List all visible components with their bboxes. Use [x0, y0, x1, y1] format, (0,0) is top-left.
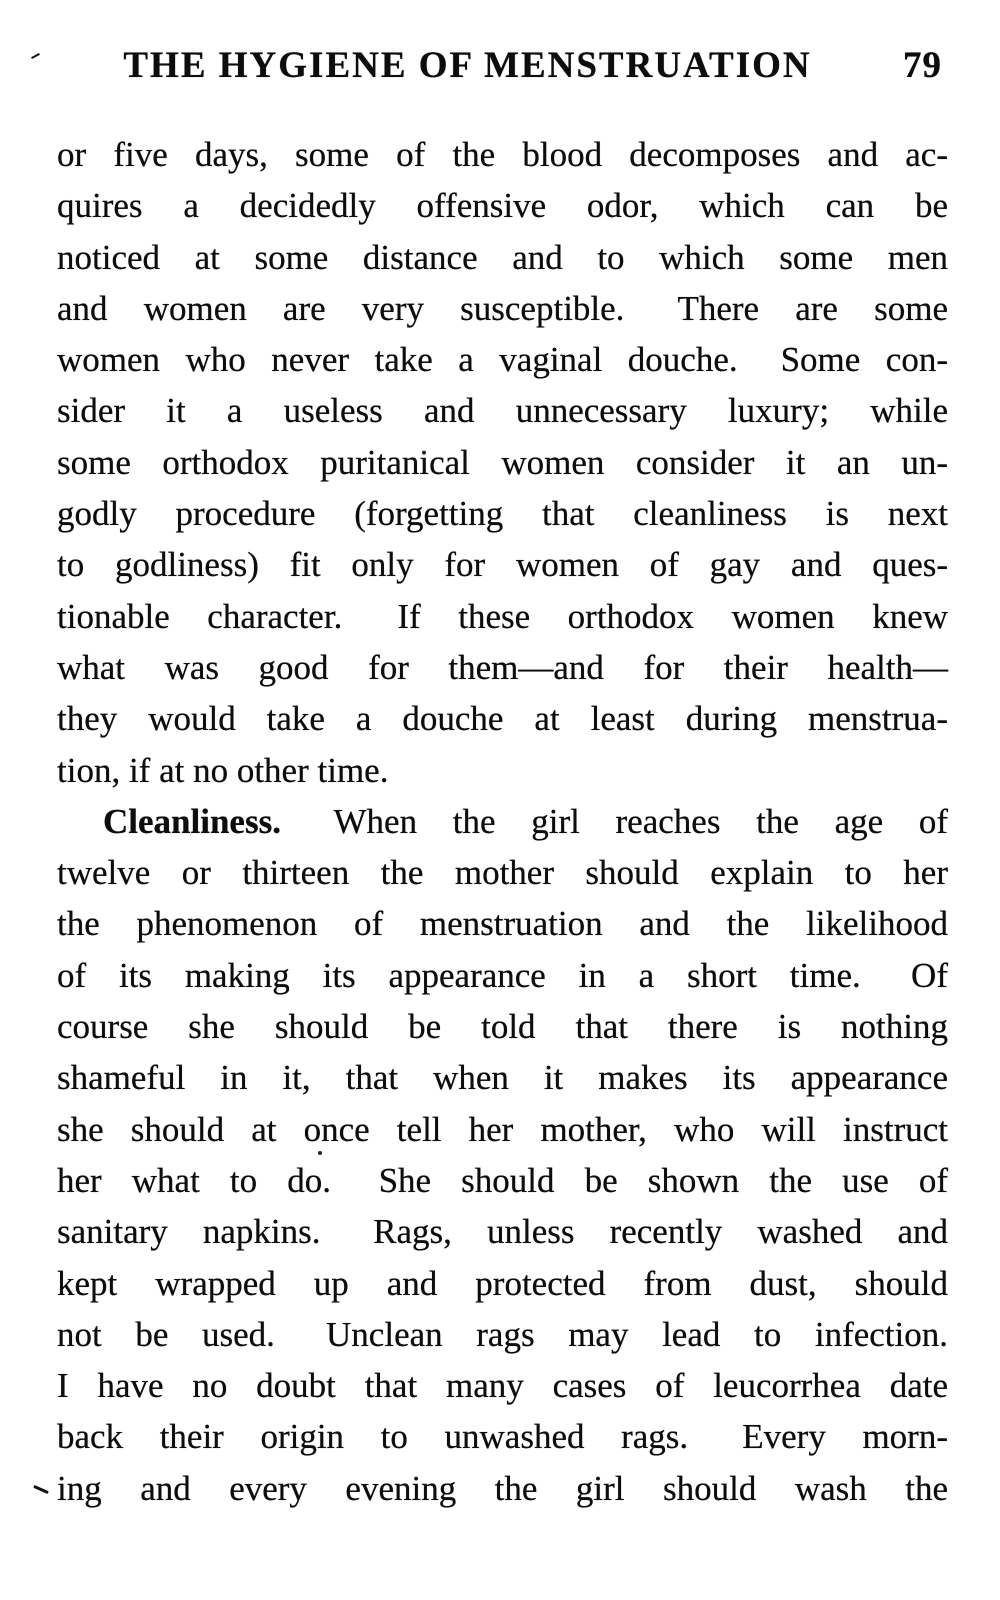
text-line: some orthodox puritanical women consider it an un-: [57, 442, 948, 482]
page-number: 79: [903, 45, 942, 86]
text-line: kept wrapped up and protected from dust, should: [57, 1263, 948, 1303]
text-line: the phenomenon of menstruation and the likelihood: [57, 904, 948, 944]
text-line-paragraph-lead: [57, 796, 948, 847]
text-line: of its making its appearance in a short time. Of: [57, 955, 948, 995]
text-line: not be used. Unclean rags may lead to infection.: [57, 1314, 948, 1354]
header-title: THE HYGIENE OF MENSTRUATION: [123, 45, 812, 86]
text-line: ing and every evening the girl should wash the: [57, 1468, 948, 1508]
bold-lead: Cleanliness.: [103, 801, 281, 841]
text-line: tionable character. If these orthodox women knew: [57, 596, 948, 636]
ink-speck: [318, 1151, 322, 1155]
text-line: women who never take a vaginal douche. Some con-: [57, 340, 948, 380]
text-line: twelve or thirteen the mother should explain to her: [57, 853, 948, 893]
text-line: course she should be told that there is nothing: [57, 1007, 948, 1047]
text-line: sanitary napkins. Rags, unless recently washed and: [57, 1212, 948, 1252]
text-line: she should at once tell her mother, who will instruct: [57, 1109, 948, 1149]
text-line: back their origin to unwashed rags. Every morn-: [57, 1417, 948, 1457]
text-line: what was good for them—and for their health—: [57, 647, 948, 687]
body-text: [57, 129, 948, 1514]
text-line: or five days, some of the blood decomposes and ac-: [57, 135, 948, 174]
scan-artifact-mark: [33, 1485, 49, 1494]
scan-artifact-mark: [31, 53, 40, 59]
text-line: godly procedure (forgetting that cleanliness is next: [57, 494, 948, 534]
text-line: tion, if at no other time.: [57, 750, 389, 790]
lead-line-rest: When the girl reaches the age of: [280, 801, 948, 841]
text-line: to godliness) fit only for women of gay and ques-: [57, 545, 948, 585]
running-header: [57, 44, 948, 92]
text-line: I have no doubt that many cases of leucorrhea date: [57, 1366, 948, 1406]
text-line: sider it a useless and unnecessary luxury; while: [57, 391, 948, 431]
text-line: they would take a douche at least during menstrua-: [57, 699, 948, 739]
text-line: shameful in it, that when it makes its appearance: [57, 1058, 948, 1098]
text-line: noticed at some distance and to which some men: [57, 237, 948, 277]
text-line: and women are very susceptible. There are some: [57, 288, 948, 328]
text-line: quires a decidedly offensive odor, which can be: [57, 186, 948, 226]
text-line: her what to do. She should be shown the use of: [57, 1160, 948, 1200]
